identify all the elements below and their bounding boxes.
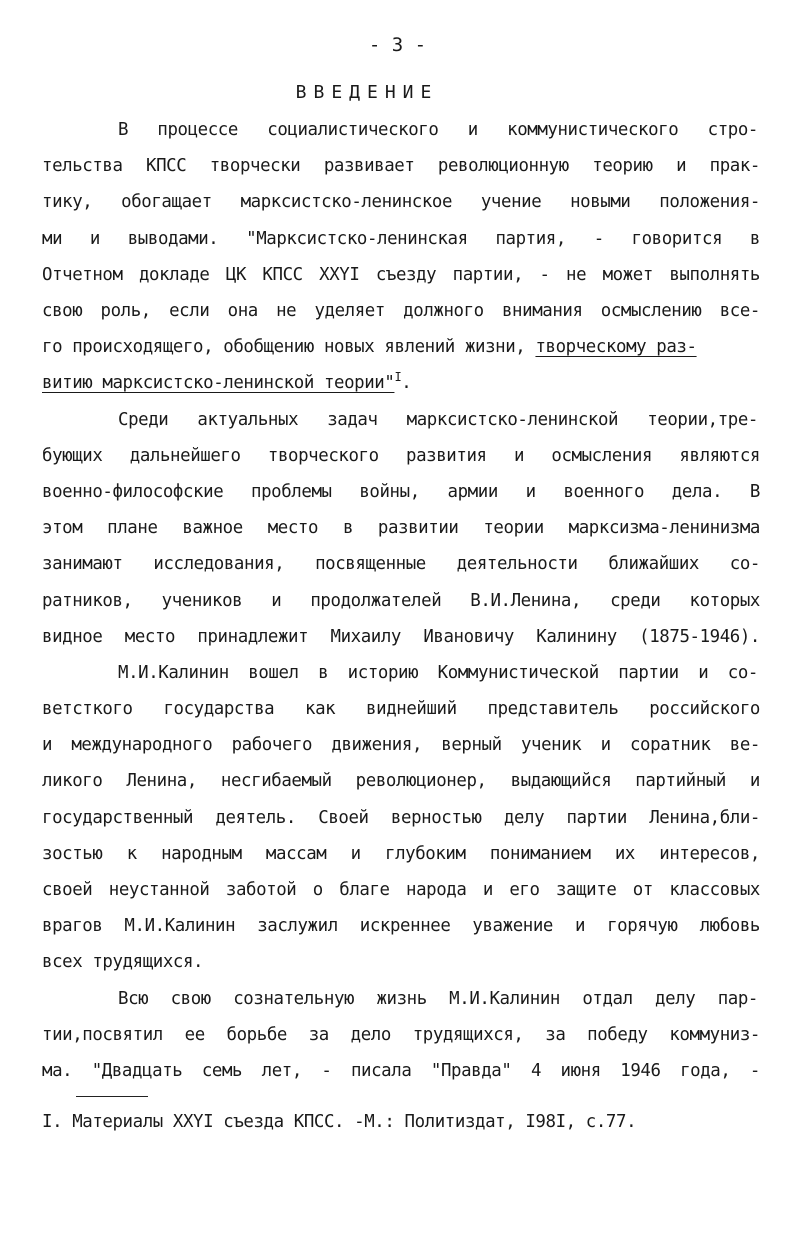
text-line: М.И.Калинин вошел в историю Коммунистической партии и со-	[118, 663, 758, 683]
text-line	[42, 371, 760, 395]
text-line: ветсткого государства как виднейший представитель российского	[42, 699, 760, 719]
text-line: видное место принадлежит Михаилу Ивановичу Калинину (1875-1946).	[42, 627, 760, 647]
text-line: всех трудящихся.	[42, 952, 204, 972]
underlined-text: витию марксистско-ленинской теории"	[42, 373, 395, 393]
text-line: бующих дальнейшего творческого развития и осмысления являются	[42, 446, 760, 466]
text-line: Всю свою сознательную жизнь М.И.Калинин отдал делу пар-	[118, 989, 758, 1009]
text-line: тельства КПСС творчески развивает революционную теорию и прак-	[42, 156, 760, 176]
text-line: ликого Ленина, несгибаемый революционер, выдающийся партийный и	[42, 771, 760, 791]
text-line: Среди актуальных задач марксистско-ленинской теории,тре-	[118, 410, 758, 430]
text-line: ратников, учеников и продолжателей В.И.Ленина, среди которых	[42, 591, 760, 611]
text-line: тии,посвятил ее борьбе за дело трудящихся, за победу коммуниз-	[42, 1025, 760, 1045]
text-segment: го происходящего, обобщению новых явлений жизни,	[42, 337, 526, 357]
underlined-text: творческому раз-	[535, 337, 697, 357]
text-segment: .	[401, 373, 412, 393]
text-line: ма. "Двадцать семь лет, - писала "Правда" 4 июня 1946 года, -	[42, 1061, 760, 1081]
footnote-ref: I	[394, 370, 402, 385]
text-line: тику, обогащает марксистско-ленинское учение новыми положения-	[42, 192, 760, 212]
text-line: зостью к народным массам и глубоким пониманием их интересов,	[42, 844, 760, 864]
footnote: I. Материалы XXYI съезда КПСС. -М.: Политиздат, I98I, с.77.	[42, 1112, 637, 1132]
text-line: своей неустанной заботой о благе народа и его защите от классовых	[42, 880, 760, 900]
text-line: занимают исследования, посвященные деятельности ближайших со-	[42, 554, 760, 574]
footnote-divider	[76, 1096, 148, 1097]
text-line: ми и выводами. "Марксистско-ленинская партия, - говорится в	[42, 229, 760, 249]
text-line: и международного рабочего движения, верный ученик и соратник ве-	[42, 735, 760, 755]
text-line: государственный деятель. Своей верностью делу партии Ленина,бли-	[42, 808, 760, 828]
text-line: свою роль, если она не уделяет должного внимания осмыслению все-	[42, 301, 760, 321]
section-title: ВВЕДЕНИЕ	[295, 82, 439, 103]
page-number: - 3 -	[368, 34, 427, 56]
text-line: этом плане важное место в развитии теории марксизма-ленинизма	[42, 518, 760, 538]
text-line: военно-философские проблемы войны, армии и военного дела. В	[42, 482, 760, 502]
text-line: врагов М.И.Калинин заслужил искреннее уважение и горячую любовь	[42, 916, 760, 936]
text-line	[42, 335, 760, 359]
text-line: В процессе социалистического и коммунистического стро-	[118, 120, 758, 140]
text-line: Отчетном докладе ЦК КПСС XXYI съезду партии, - не может выполнять	[42, 265, 760, 285]
